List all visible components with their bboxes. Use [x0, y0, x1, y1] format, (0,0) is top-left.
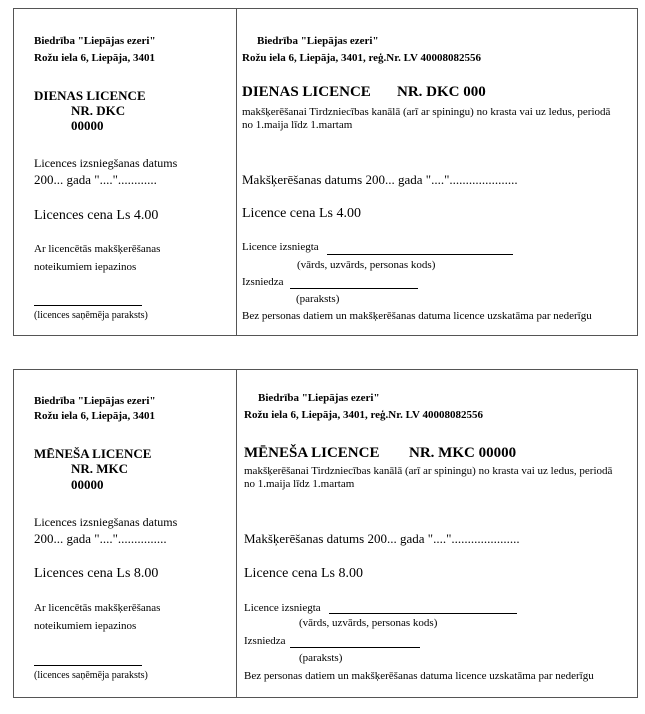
stub-nr-label: NR. DKC — [71, 103, 126, 118]
main-validity-note: Bez personas datiem un makšķerēšanas datuma licence uzskatāma par nederīgu — [244, 670, 594, 682]
stub-org: Biedrība "Liepājas ezeri" — [34, 395, 156, 407]
stub-address: Rožu iela 6, Liepāja, 3401 — [34, 52, 155, 64]
stub-nr-value: 00000 — [71, 477, 104, 492]
stub-issue-date: 200... gada "...."............ — [34, 172, 157, 187]
main-fishing-date: Makšķerēšanas datums 200... gada "...."..................... — [244, 531, 520, 546]
main-issued-to-label: Licence izsniegta — [242, 241, 319, 253]
main-issued-to-caption: (vārds, uzvārds, personas kods) — [299, 617, 438, 629]
stub-price: Licences cena Ls 8.00 — [34, 566, 159, 581]
stub-rules-line2: noteikumiem iepazinos — [34, 620, 137, 632]
main-org: Biedrība "Liepājas ezeri" — [258, 392, 380, 404]
stub-issue-label: Licences izsniegšanas datums — [34, 156, 178, 170]
main-price: Licence cena Ls 4.00 — [242, 206, 361, 221]
stub-title: DIENAS LICENCE — [34, 88, 146, 103]
perforation-divider — [236, 9, 237, 335]
main-fishing-date: Makšķerēšanas datums 200... gada "...."..................... — [242, 172, 518, 187]
stub-signature-line — [34, 665, 142, 666]
stub-rules-line1: Ar licencētās makšķerēšanas — [34, 243, 161, 255]
main-description: makšķerēšanai Tirdzniecības kanālā (arī ar spiningu) no krasta vai uz ledus, periodā no 1.maija līdz 1.martam — [244, 465, 613, 491]
stub-issue-label: Licences izsniegšanas datums — [34, 515, 178, 529]
main-signature-caption: (paraksts) — [299, 652, 343, 664]
main-org: Biedrība "Liepājas ezeri" — [257, 35, 379, 47]
main-issued-to-line — [327, 254, 513, 255]
stub-signature-line — [34, 305, 142, 306]
main-issued-to-label: Licence izsniegta — [244, 602, 321, 614]
main-nr: NR. DKC 000 — [397, 84, 486, 100]
stub-rules-line2: noteikumiem iepazinos — [34, 261, 137, 273]
main-issued-to-line — [329, 613, 517, 614]
main-validity-note: Bez personas datiem un makšķerēšanas datuma licence uzskatāma par nederīgu — [242, 310, 592, 322]
month-licence-card — [13, 369, 638, 698]
stub-issue-date: 200... gada "...."............... — [34, 531, 167, 546]
stub-price: Licences cena Ls 4.00 — [34, 208, 159, 223]
main-issuer-line — [290, 288, 418, 289]
stub-rules-line1: Ar licencētās makšķerēšanas — [34, 602, 161, 614]
main-price: Licence cena Ls 8.00 — [244, 566, 363, 581]
main-signature-caption: (paraksts) — [296, 293, 340, 305]
stub-nr-label: NR. MKC — [71, 461, 129, 476]
stub-signature-caption: (licences saņēmēja paraksts) — [34, 670, 148, 681]
main-issued-to-caption: (vārds, uzvārds, personas kods) — [297, 259, 436, 271]
main-address: Rožu iela 6, Liepāja, 3401, reģ.Nr. LV 40008082556 — [244, 409, 483, 421]
main-issuer-line — [290, 647, 420, 648]
main-title: MĒNEŠA LICENCE — [244, 445, 380, 461]
stub-title: MĒNEŠA LICENCE — [34, 446, 152, 461]
main-nr: NR. MKC 00000 — [409, 445, 517, 461]
main-issuer-label: Izsniedza — [244, 635, 286, 647]
day-licence-card — [13, 8, 638, 336]
stub-org: Biedrība "Liepājas ezeri" — [34, 35, 156, 47]
perforation-divider — [236, 370, 237, 697]
main-description: makšķerēšanai Tirdzniecības kanālā (arī ar spiningu) no krasta vai uz ledus, periodā no 1.maija līdz 1.martam — [242, 106, 611, 132]
main-issuer-label: Izsniedza — [242, 276, 284, 288]
main-address: Rožu iela 6, Liepāja, 3401, reģ.Nr. LV 40008082556 — [242, 52, 481, 64]
stub-nr-value: 00000 — [71, 118, 104, 133]
stub-signature-caption: (licences saņēmēja paraksts) — [34, 310, 148, 321]
stub-address: Rožu iela 6, Liepāja, 3401 — [34, 410, 155, 422]
main-title: DIENAS LICENCE — [242, 84, 371, 100]
